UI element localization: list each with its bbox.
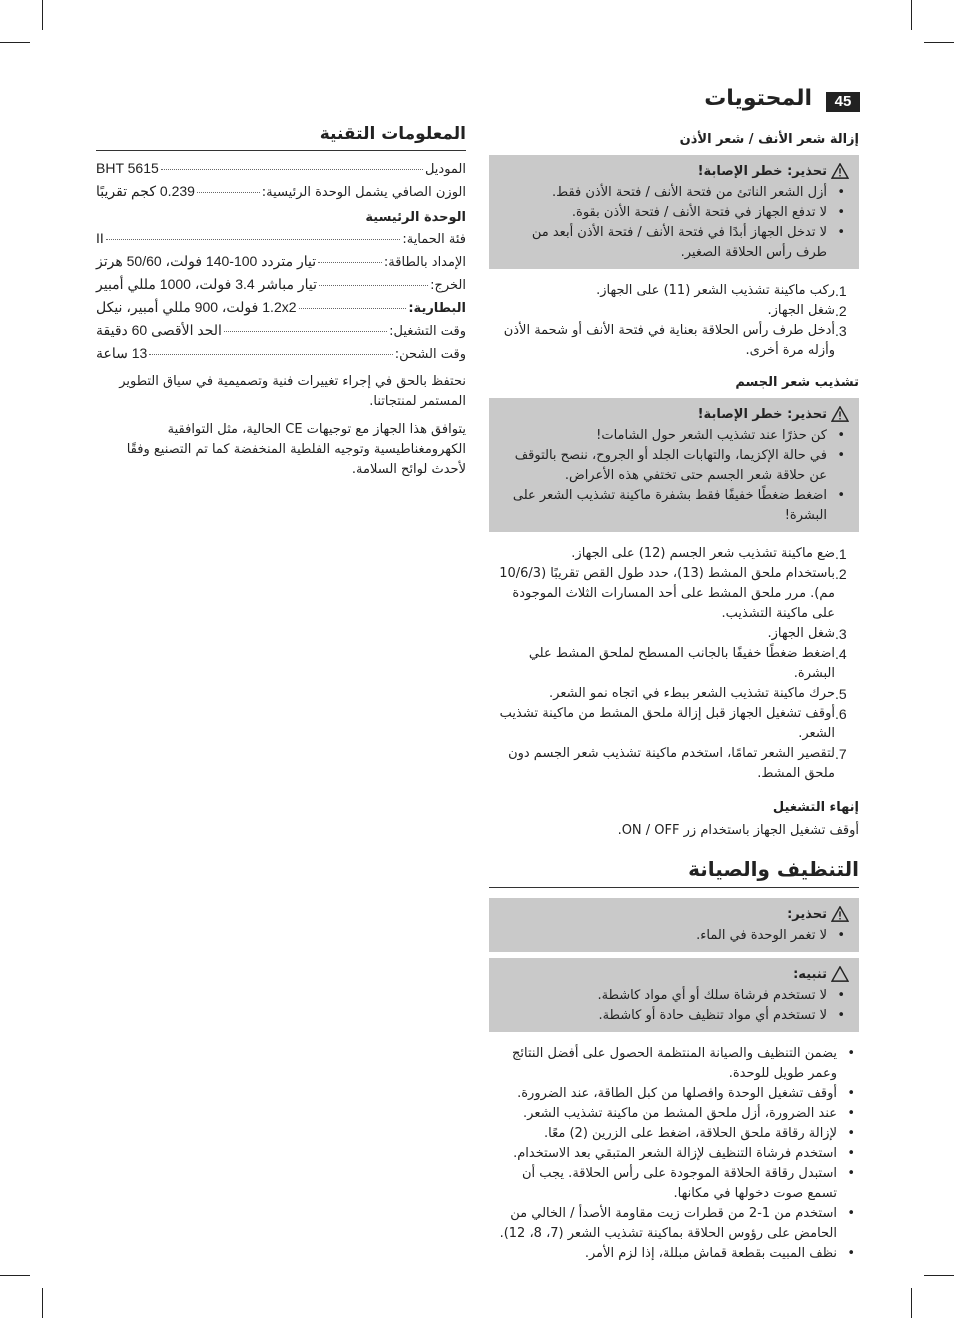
list-item (489, 564, 859, 624)
list-item: • لإزالة رقاقة ملحق الحلاقة، اضغط على الزرين (2) معًا. (489, 1124, 859, 1144)
spec-label: الموديل (424, 162, 466, 177)
list-item: • عند الضرورة، أزل ملحق المشط من ماكينة تشذيب الشعر. (489, 1104, 859, 1124)
list-item: • لا تدخل الجهاز أبدًا في فتحة الأنف / فتحة الأذن أبعد من طرف رأس الحلاقة الصغير. (499, 223, 849, 263)
ear-nose-steps (489, 281, 859, 361)
ce-note: يتوافق هذا الجهاز مع توجيهات CE الحالية، مثل التوافقية الكهرومغناطيسية وتوجيه الفلطية المنخفضة كما تم التصنيع وفقًا لأحدث لوائح السلامة. (126, 422, 466, 477)
dot-leader (318, 262, 382, 263)
spec-label: البطارية: (408, 301, 466, 316)
step-number: 4. (835, 646, 847, 662)
notice-title: تنبيه: (793, 966, 827, 982)
warning-title: تحذير: (787, 906, 827, 922)
step-text: أوقف تشغيل الجهاز قبل إزالة ملحق المشط من ماكينة تشذيب الشعر. (499, 706, 835, 741)
step-number: 3. (835, 323, 847, 339)
dot-leader (149, 354, 392, 355)
warning-heading (499, 906, 849, 922)
step-text: أدخل طرف رأس الحلاقة بعناية في فتحة الأنف أو شحمة الأذن وأزله مرة أخرى. (503, 323, 835, 358)
step-number: 1. (835, 546, 847, 562)
main-unit-title: الوحدة الرئيسية (365, 210, 466, 225)
step-number: 5. (835, 686, 847, 702)
list-item: • لا تستخدم فرشاة سلك أو أي مواد كاشطة. (499, 986, 849, 1006)
step-number: 6. (835, 706, 847, 722)
warning-list (499, 183, 849, 263)
list-item (489, 624, 859, 644)
list-item (489, 544, 859, 564)
spec-row-power (96, 252, 466, 272)
crop-mark (911, 1288, 912, 1318)
spec-label: وقت الشحن: (394, 347, 466, 362)
dot-leader (106, 239, 401, 240)
list-item: • يضمن التنظيف والصيانة المنتظمة الحصول على أفضل النتائج وعمر طويل للوحدة. (489, 1044, 859, 1084)
spec-row-runtime (96, 321, 466, 341)
spec-row-output (96, 275, 466, 295)
caution-triangle-icon (831, 966, 849, 982)
crop-mark (924, 42, 954, 43)
warning-box (489, 898, 859, 952)
step-text: ركب ماكينة تشذيب الشعر (11) على الجهاز. (596, 283, 835, 298)
page-header (700, 86, 860, 116)
list-item: • كن حذرًا عند تشذيب الشعر حول الشامات! (499, 426, 849, 446)
warning-list (499, 926, 849, 946)
spec-label: وقت التشغيل: (389, 324, 466, 339)
spec-value: II (96, 230, 104, 246)
page-title: المحتويات (704, 86, 812, 111)
spec-value: الحد الأقصى 60 دقيقة (96, 322, 222, 338)
list-item: • في حالة الإكزيما، والتهابات الجلد أو الجروح، ننصح بالتوقف عن حلاقة شعر الجسم حتى تختفي هذه الأعراض. (499, 446, 849, 486)
notice-box (489, 958, 859, 1032)
spec-value: تيار مباشر 3.4 فولت، 1000 مللي أمبير (96, 276, 318, 292)
step-number: 1. (835, 283, 847, 299)
ear-nose-title: إزالة شعر الأنف / شعر الأذن (679, 132, 859, 147)
page-number: 45 (826, 92, 860, 112)
notice-list (499, 986, 849, 1026)
finish-title: إنهاء التشغيل (772, 800, 859, 815)
list-item: • لا تدفع الجهاز في فتحة الأنف / فتحة الأذن بقوة. (499, 203, 849, 223)
crop-mark (0, 42, 30, 43)
list-item: • لا تغمر الوحدة في الماء. (499, 926, 849, 946)
step-text: ضع ماكينة تشذيب شعر الجسم (12) على الجهاز. (571, 546, 835, 561)
spec-value: 0.239 كجم تقريبًا (96, 183, 195, 199)
step-number: 2. (835, 303, 847, 319)
body-hair-title: تشذيب شعر الجسم (735, 375, 859, 390)
warning-box (489, 398, 859, 532)
spec-row-battery (96, 298, 466, 318)
spec-value: تيار متردد 100-140 فولت، 50/60 هرتز (96, 253, 317, 269)
spec-label: الوزن الصافي يشمل الوحدة الرئيسية: (261, 185, 466, 200)
warning-title: تحذير: خطر الإصابة! (697, 163, 827, 179)
crop-mark (0, 1275, 30, 1276)
dot-leader (224, 331, 387, 332)
list-item: • أوقف تشغيل الوحدة وافصلها من كبل الطاقة، عند الضرورة. (489, 1084, 859, 1104)
list-item: • نظف المبيت بقطعة قماش مبللة، إذا لزم الأمر. (489, 1244, 859, 1264)
crop-mark (42, 1288, 43, 1318)
step-text: شغل الجهاز. (767, 626, 835, 641)
notice-heading (499, 966, 849, 982)
crop-mark (42, 0, 43, 30)
technical-note: نحتفظ بالحق في إجراء تغييرات فنية وتصميمية في سياق التطوير المستمر لمنتجاتنا. (119, 374, 466, 409)
spec-row-weight (96, 182, 466, 202)
step-text: لتقصير الشعر تمامًا، استخدم ماكينة تشذيب شعر الجسم دون ملحق المشط. (508, 746, 835, 781)
warning-triangle-icon (831, 163, 849, 179)
warning-triangle-icon (831, 406, 849, 422)
dot-leader (197, 192, 260, 193)
technical-title: المعلومات التقنية (96, 124, 466, 151)
list-item: • استخدم من 1-2 من قطرات زيت مقاومة الأصدأ / الخالي من الحامض على رؤوس الحلاقة بماكينة تشذيب الشعر (7، 8، 12). (489, 1204, 859, 1244)
list-item (489, 321, 859, 361)
body-hair-steps (489, 544, 859, 784)
list-item (489, 301, 859, 321)
warning-triangle-icon (831, 906, 849, 922)
spec-label: الخرج: (430, 278, 466, 293)
step-text: باستخدام ملحق المشط (13)، حدد طول القص تقريبًا (10/6/3 مم). مرر ملحق المشط على أحد المسارات الثلاث الموجودة على ماكينة التشذيب. (499, 566, 835, 621)
step-text: حرك ماكينة تشذيب الشعر ببطء في اتجاه نمو الشعر. (549, 686, 835, 701)
spec-label: الإمداد بالطاقة: (383, 255, 466, 270)
list-item: • أزل الشعر الناتئ من فتحة الأنف / فتحة الأذن فقط. (499, 183, 849, 203)
cleaning-list (489, 1044, 859, 1264)
list-item: • اضغط ضغطًا خفيفًا فقط بشفرة ماكينة تشذيب الشعر على البشرة! (499, 486, 849, 526)
warning-list (499, 426, 849, 526)
crop-mark (924, 1275, 954, 1276)
list-item: • لا تستخدم أي مواد تنظيف حادة أو كاشطة. (499, 1006, 849, 1026)
list-item (489, 704, 859, 744)
list-item: • استبدل رقاقة الحلاقة الموجودة على رأس الحلاقة. يجب أن تسمع صوت دخولها في مكانها. (489, 1164, 859, 1204)
list-item (489, 684, 859, 704)
step-text: اضغط ضغطًا خفيفًا بالجانب المسطح لملحق المشط علي البشرة. (528, 646, 835, 681)
step-number: 2. (835, 566, 847, 582)
warning-box (489, 155, 859, 269)
step-number: 3. (835, 626, 847, 642)
warning-heading (499, 406, 849, 422)
list-item (489, 744, 859, 784)
list-item: • استخدم فرشاة التنظيف لإزالة الشعر المتبقي بعد الاستخدام. (489, 1144, 859, 1164)
step-text: شغل الجهاز. (767, 303, 835, 318)
cleaning-title: التنظيف والصيانة (489, 857, 859, 888)
warning-heading (499, 163, 849, 179)
spec-value: 1.2x2 فولت، 900 مللي أمبير، نيكل (96, 299, 297, 315)
dot-leader (299, 308, 407, 309)
warning-title: تحذير: خطر الإصابة! (697, 406, 827, 422)
list-item (489, 281, 859, 301)
instructions-column (489, 124, 859, 1264)
spec-row-charge (96, 344, 466, 364)
technical-section (96, 124, 466, 488)
dot-leader (319, 285, 428, 286)
crop-mark (911, 0, 912, 30)
list-item (489, 644, 859, 684)
spec-row-model (96, 159, 466, 179)
spec-label: فئة الحماية: (402, 232, 466, 247)
finish-text: أوقف تشغيل الجهاز باستخدام زر ON / OFF. (617, 823, 859, 838)
spec-value: BHT 5615 (96, 160, 159, 176)
spec-value: 13 ساعة (96, 345, 148, 361)
dot-leader (161, 169, 423, 170)
spec-row-protection (96, 229, 466, 249)
step-number: 7. (835, 746, 847, 762)
